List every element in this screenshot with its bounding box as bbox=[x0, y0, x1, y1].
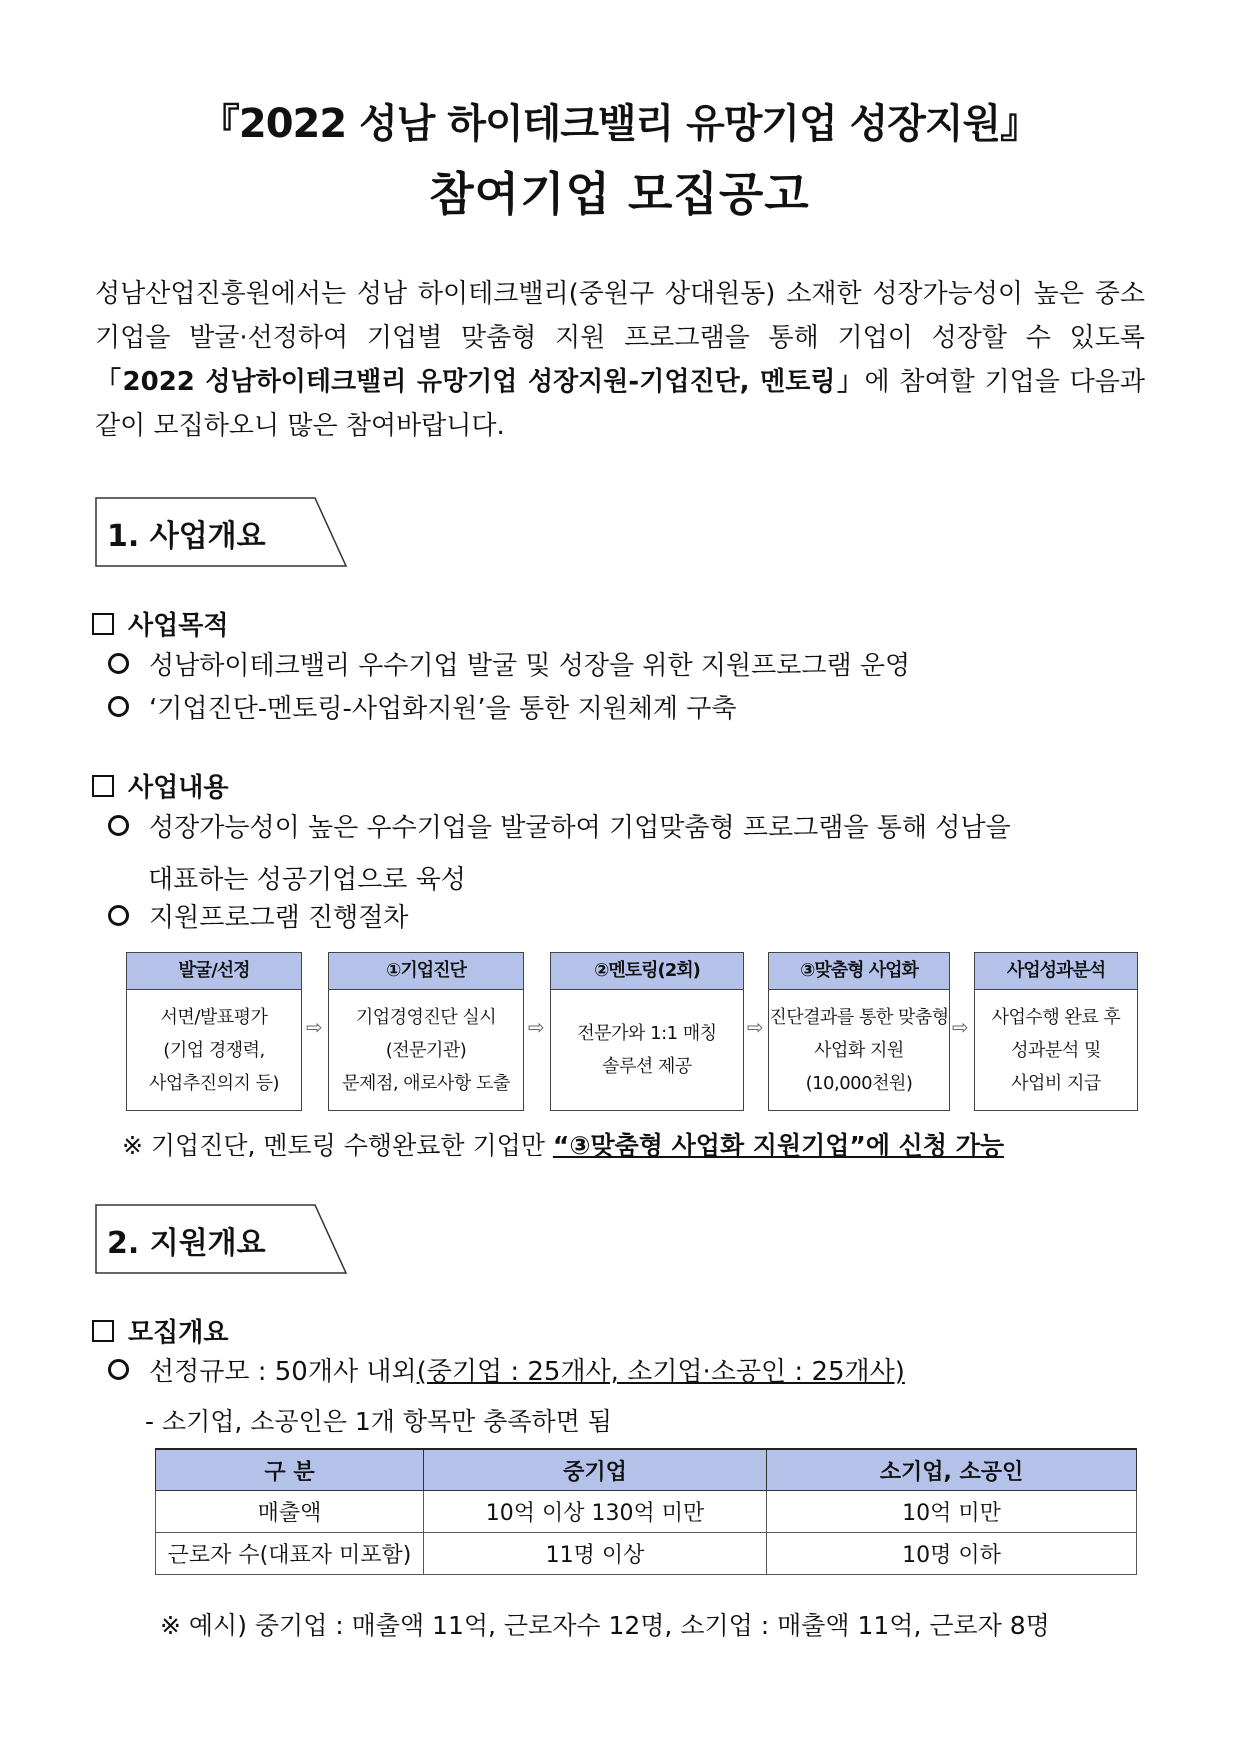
table-cell: 근로자 수(대표자 미포함) bbox=[156, 1533, 424, 1575]
circle-bullet-icon bbox=[108, 1359, 129, 1380]
document-subtitle: 참여기업 모집공고 bbox=[429, 167, 810, 221]
flow-stage-line: 성과분석 및 bbox=[1011, 1039, 1101, 1061]
table-cell: 11명 이상 bbox=[424, 1533, 767, 1575]
flow-stage-line: 솔루션 제공 bbox=[602, 1056, 692, 1077]
flow-note-emphasis: “③맞춤형 사업화 지원기업”에 신청 가능 bbox=[552, 1131, 1004, 1160]
table-header-row bbox=[156, 1449, 1137, 1491]
flow-stage-title: ②멘토링(2회) bbox=[551, 953, 743, 990]
recruit-dash-note: - 소기업, 소공인은 1개 항목만 충족하면 됨 bbox=[145, 1407, 612, 1436]
circle-bullet-icon bbox=[108, 905, 129, 926]
flow-stage-body bbox=[127, 990, 301, 1110]
flow-stage-line: 진단결과를 통한 맞춤형 bbox=[769, 1006, 949, 1028]
circle-bullet-icon bbox=[108, 653, 129, 674]
section1-heading bbox=[95, 497, 347, 567]
flow-stage-body bbox=[975, 990, 1137, 1110]
checkbox-square-icon bbox=[92, 1320, 114, 1342]
table-row bbox=[156, 1533, 1137, 1575]
flow-stage-commercialization bbox=[768, 952, 950, 1111]
content-item-text: 성장가능성이 높은 우수기업을 발굴하여 기업맞춤형 프로그램을 통해 성남을 bbox=[149, 813, 1011, 843]
process-flow bbox=[126, 952, 1146, 1112]
purpose-item-2 bbox=[108, 689, 737, 729]
subsection-recruit bbox=[92, 1312, 228, 1349]
table-cell: 매출액 bbox=[156, 1491, 424, 1533]
section2-title: 2. 지원개요 bbox=[107, 1226, 266, 1261]
content-item-text: 지원프로그램 진행절차 bbox=[149, 903, 409, 933]
flow-arrow-icon: ⇨ bbox=[306, 1015, 323, 1039]
flow-stage-line: 사업추진의지 등) bbox=[149, 1072, 279, 1094]
flow-stage-title: ③맞춤형 사업화 bbox=[769, 953, 949, 990]
content-item-2 bbox=[108, 898, 408, 938]
flow-arrow-icon: ⇨ bbox=[528, 1015, 545, 1039]
flow-stage-title: 발굴/선정 bbox=[127, 953, 301, 990]
content-title: 사업내용 bbox=[128, 773, 229, 803]
flow-stage-line: 사업화 지원 bbox=[814, 1039, 904, 1061]
flow-stage-line: (기업 경쟁력, bbox=[163, 1039, 265, 1061]
purpose-item-text: ‘기업진단-멘토링-사업화지원’을 통한 지원체계 구축 bbox=[149, 694, 737, 724]
recruit-scale bbox=[108, 1352, 905, 1392]
intro-paragraph bbox=[95, 272, 1145, 448]
recruit-scale-text: 선정규모 : 50개사 내외 bbox=[149, 1357, 417, 1387]
flow-arrow-icon: ⇨ bbox=[747, 1015, 764, 1039]
flow-stage-body bbox=[551, 990, 743, 1110]
flow-note-text: ※ 기업진단, 멘토링 수행완료한 기업만 bbox=[122, 1131, 553, 1160]
section1-title: 1. 사업개요 bbox=[107, 519, 266, 554]
flow-stage-selection bbox=[126, 952, 302, 1111]
content-item-1-continued: 대표하는 성공기업으로 육성 bbox=[148, 865, 466, 895]
purpose-title: 사업목적 bbox=[128, 611, 229, 641]
intro-text: 성남산업진흥원에서는 성남 하이테크밸리(중원구 상대원동) 소재한 성장가능성이 높은 중소기업을 발굴·선정하여 기업별 맞춤형 지원 프로그램을 통해 기업이 성장할 수 있도록 bbox=[95, 279, 1145, 353]
table-row bbox=[156, 1491, 1137, 1533]
circle-bullet-icon bbox=[108, 696, 129, 717]
table-header-cell: 소기업, 소공인 bbox=[767, 1449, 1137, 1491]
checkbox-square-icon bbox=[92, 613, 114, 635]
recruit-scale-detail: (중기업 : 25개사, 소기업·소공인 : 25개사) bbox=[416, 1357, 905, 1387]
flow-stage-title: ①기업진단 bbox=[329, 953, 523, 990]
flow-stage-line: (전문기관) bbox=[385, 1039, 467, 1061]
table-header-cell: 구 분 bbox=[156, 1449, 424, 1491]
flow-stage-line: (10,000천원) bbox=[805, 1072, 913, 1094]
subsection-content bbox=[92, 767, 228, 804]
flow-stage-diagnosis bbox=[328, 952, 524, 1111]
intro-text-end: 에 참여할 기업을 다음과 같이 모집하오니 많은 참여바랍니다. bbox=[95, 367, 1145, 441]
flow-arrow-icon: ⇨ bbox=[952, 1015, 969, 1039]
table-cell: 10명 이하 bbox=[767, 1533, 1137, 1575]
flow-stage-line: 전문가와 1:1 매칭 bbox=[577, 1023, 717, 1044]
circle-bullet-icon bbox=[108, 815, 129, 836]
flow-stage-title: 사업성과분석 bbox=[975, 953, 1137, 990]
flow-stage-body bbox=[769, 990, 949, 1110]
section2-heading bbox=[95, 1204, 347, 1274]
criteria-table bbox=[155, 1448, 1137, 1575]
flow-stage-body bbox=[329, 990, 523, 1110]
content-item-1 bbox=[108, 808, 1011, 848]
flow-stage-mentoring bbox=[550, 952, 744, 1111]
checkbox-square-icon bbox=[92, 775, 114, 797]
flow-stage-line: 사업비 지급 bbox=[1011, 1072, 1101, 1094]
flow-stage-line: 문제점, 애로사항 도출 bbox=[342, 1072, 510, 1094]
purpose-item-text: 성남하이테크밸리 우수기업 발굴 및 성장을 위한 지원프로그램 운영 bbox=[149, 651, 911, 681]
table-cell: 10억 이상 130억 미만 bbox=[424, 1491, 767, 1533]
flow-stage-analysis bbox=[974, 952, 1138, 1111]
recruit-title: 모집개요 bbox=[128, 1318, 229, 1348]
table-cell: 10억 미만 bbox=[767, 1491, 1137, 1533]
flow-stage-line: 사업수행 완료 후 bbox=[991, 1006, 1121, 1028]
document-title: 『2022 성남 하이테크밸리 유망기업 성장지원』 bbox=[199, 101, 1040, 147]
table-header-cell: 중기업 bbox=[424, 1449, 767, 1491]
subsection-purpose bbox=[92, 605, 228, 642]
purpose-item-1 bbox=[108, 646, 910, 686]
example-note: ※ 예시) 중기업 : 매출액 11억, 근로자수 12명, 소기업 : 매출액 11억, 근로자 8명 bbox=[160, 1611, 1050, 1640]
intro-program-name: 「2022 성남하이테크밸리 유망기업 성장지원-기업진단, 멘토링」 bbox=[95, 367, 865, 397]
flow-stage-line: 서면/발표평가 bbox=[160, 1006, 268, 1028]
flow-note bbox=[122, 1126, 1004, 1162]
flow-stage-line: 기업경영진단 실시 bbox=[355, 1006, 497, 1028]
